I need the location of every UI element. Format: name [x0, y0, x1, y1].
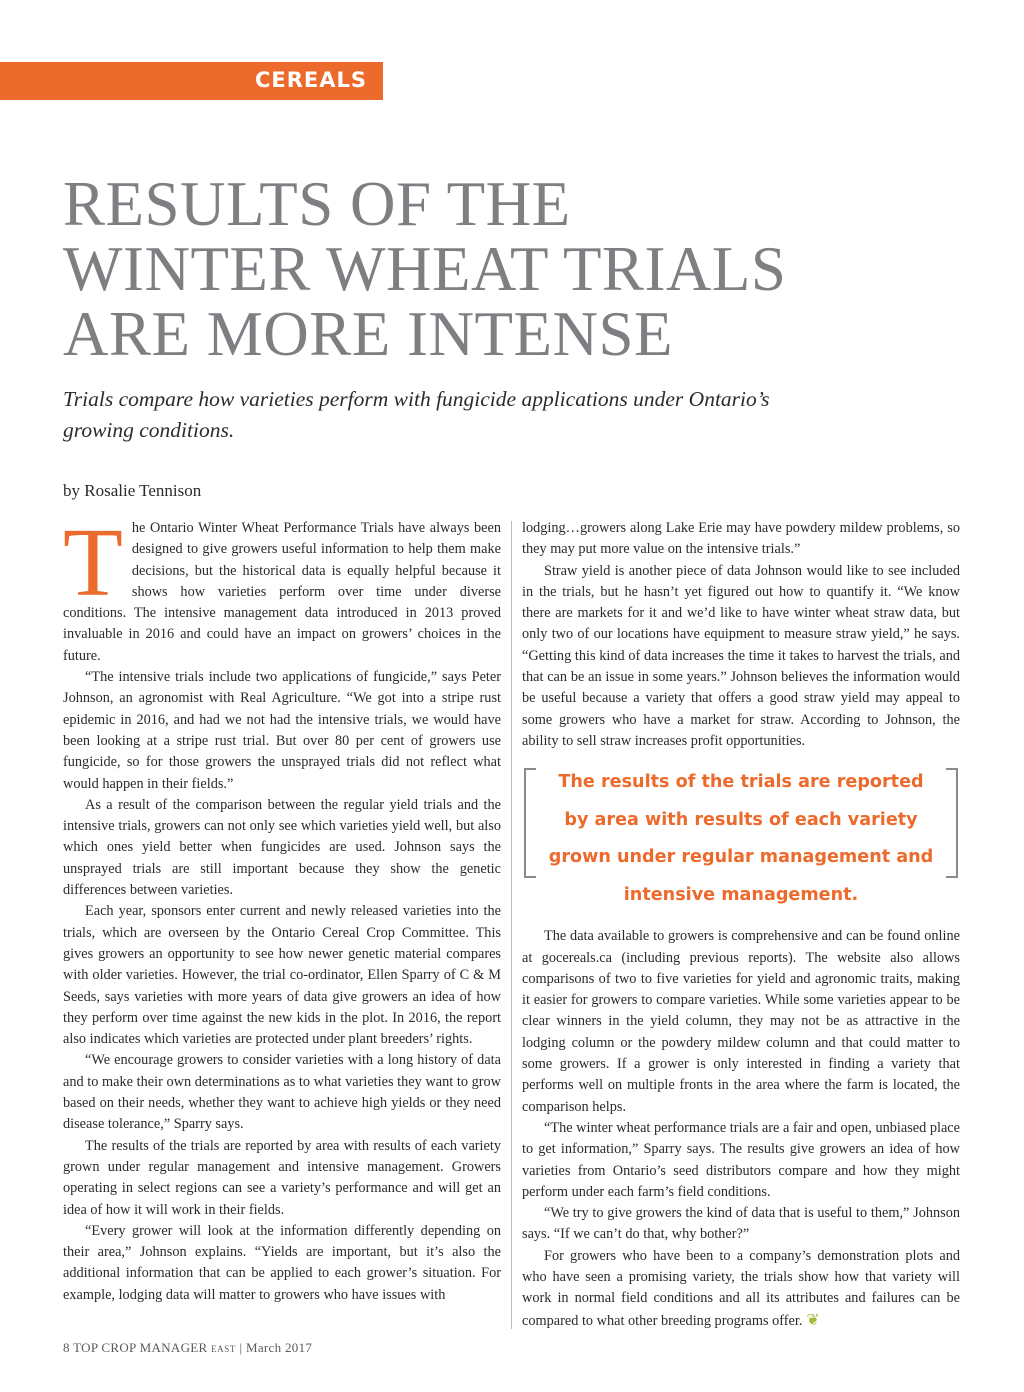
body-paragraph [522, 1246, 960, 1332]
issue-date: March 2017 [245, 1340, 313, 1355]
body-paragraph: As a result of the comparison between the regular yield trials and the intensive trials, growers can not only see which varieties yield well, but also which ones yield better when fungicides are used. Johnson says the unsprayed trials are still important because they show the genetic differences between varieties. [63, 796, 501, 899]
right-bracket-icon [946, 768, 958, 878]
title-line-3: ARE MORE INTENSE [63, 299, 673, 369]
article-subtitle: Trials compare how varieties perform with fungicide applications under Ontario’s growing conditions. [63, 387, 770, 442]
section-band [0, 62, 383, 100]
column-divider [511, 521, 512, 1329]
page-number: 8 [63, 1340, 70, 1355]
body-paragraph: lodging…growers along Lake Erie may have powdery mildew problems, so they may put more value on the intensive trials.” [522, 520, 960, 558]
body-paragraph: “We try to give growers the kind of data that is useful to them,” Johnson says. “If we can’t do that, why bother?” [522, 1205, 960, 1243]
body-paragraph: The data available to growers is comprehensive and can be found online at gocereals.ca (including previous reports). The website also allows comparisons of two to five varieties for yield and agronomic traits, making it easier for growers to compare varieties. While some varieties appear to be clear winners in the yield column, they may not be as attractive in the lodging column or the powdery mildew column and that could matter to some growers. If a grower is only interested in finding a variety that performs well on multiple fronts in the area where the farm is located, the comparison helps. [522, 928, 960, 1115]
body-paragraph: The results of the trials are reported by area with results of each variety grown under regular management and intensive management. Growers operating in select regions can see a variety’s performance and will get an idea of how it will work in their fields. [63, 1137, 501, 1218]
paragraph-text: For growers who have been to a company’s demonstration plots and who have seen a promising variety, the trials show how that variety will work in normal field conditions and all its attributes and failures can be compared to what other breeding programs offer. [522, 1247, 960, 1329]
body-paragraph: “We encourage growers to consider varieties with a long history of data and to make their own determinations as to what varieties they want to grow based on their needs, whether they want to achieve high yields or they need disease tolerance,” Sparry says. [63, 1052, 501, 1133]
byline: by Rosalie Tennison [63, 481, 202, 500]
body-column-right [522, 518, 960, 1332]
pull-quote-text: The results of the trials are reported by area with results of each variety grown under regular management and intensive management. [548, 772, 934, 905]
title-line-2: WINTER WHEAT TRIALS [63, 234, 787, 304]
body-paragraph: Each year, sponsors enter current and newly released varieties into the trials, which are overseen by the Ontario Cereal Crop Committee. This gives growers an opportunity to see how newer genetic material compares with older varieties. However, the trial co-ordinator, Ellen Sparry of C & M Seeds, says varieties with more years of data give growers an idea of how they perform over time against the new kids in the plot. In 2016, the report also indicates which varieties are protected under plant breeders’ rights. [63, 903, 501, 1048]
leaf-end-icon: ❦ [806, 1311, 820, 1329]
page-footer [63, 1340, 312, 1356]
section-label: CEREALS [254, 68, 367, 92]
magazine-name: TOP CROP MANAGER [73, 1340, 208, 1355]
body-paragraph: “The winter wheat performance trials are a fair and open, unbiased place to get information,” Sparry says. The results give growers an idea of how varieties from Ontario’s seed distributors compare and how they might perform under each farm’s field conditions. [522, 1119, 960, 1200]
drop-cap: T [63, 509, 123, 617]
body-paragraph: Straw yield is another piece of data Johnson would like to see included in the trials, but he hasn’t yet figured out how to quantify it. “We know there are markets for it and we’d like to have winter wheat straw data, but only two of our locations have equipment to measure straw yield,” he says. “Getting this kind of data increases the time it takes to harvest the trials, and that can be an issue in some years.” Johnson believes the information would be useful because a variety that offers a good straw yield may appeal to some growers who have a market for straw. According to Johnson, the ability to sell straw increases profit opportunities. [522, 562, 960, 749]
pull-quote [522, 764, 960, 914]
title-line-1: RESULTS OF THE [63, 169, 571, 239]
body-column-left [63, 509, 501, 1306]
body-paragraph: “The intensive trials include two applications of fungicide,” says Peter Johnson, an agronomist with Real Agriculture. “We got into a stripe rust epidemic in 2016, and had we not had the intensive trials, we would have been looking at a stripe rust trial. But over 80 per cent of growers use fungicide, so for those growers the unsprayed trials did not reflect what would happen in their fields.” [63, 669, 501, 792]
paragraph-text: he Ontario Winter Wheat Performance Trials have always been designed to give growers useful information to help them make decisions, but the historical data is equally helpful because it shows how varieties perform over time under diverse conditions. The intensive management data introduced in 2013 proved invaluable in 2016 and could have an impact on growers’ choices in the future. [63, 520, 501, 664]
body-paragraph [63, 509, 501, 667]
body-paragraph: “Every grower will look at the information differently depending on their area,” Johnson explains. “Yields are important, but it’s also the additional information that can be applied to each grower’s situation. For example, lodging data will matter to growers who have issues with [63, 1222, 501, 1303]
magazine-edition: EAST [211, 1344, 236, 1354]
footer-separator: | [239, 1340, 243, 1355]
left-bracket-icon [524, 768, 536, 878]
article-title [63, 169, 963, 369]
